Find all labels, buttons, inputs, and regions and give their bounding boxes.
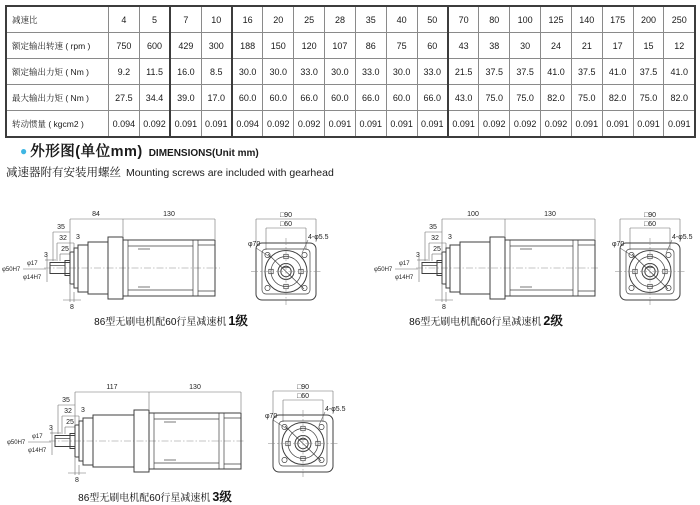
dim-8: 8 xyxy=(442,304,446,311)
dim-motor-length: 130 xyxy=(189,384,201,391)
table-cell: 107 xyxy=(325,33,356,59)
flange-outline xyxy=(615,238,685,305)
table-cell: 34.4 xyxy=(139,85,170,111)
table-cell: 0.091 xyxy=(571,111,602,138)
label-inner-square: □60 xyxy=(643,221,657,228)
table-cell: 30.0 xyxy=(232,59,263,85)
table-cell: 250 xyxy=(664,6,695,33)
table-cell: 35 xyxy=(355,6,386,33)
dim-35: 35 xyxy=(429,224,437,231)
table-cell: 39.0 xyxy=(170,85,201,111)
table-cell: 200 xyxy=(633,6,664,33)
dim-motor-length: 130 xyxy=(163,211,175,218)
table-row xyxy=(6,59,695,85)
table-cell: 28 xyxy=(325,6,356,33)
table-cell: 60.0 xyxy=(263,85,294,111)
table-cell: 0.091 xyxy=(448,111,479,138)
flange-outline xyxy=(268,410,338,477)
label-holes: 4-φ5.5 xyxy=(308,234,329,241)
front-view-drawing-2 xyxy=(610,208,700,308)
front-view-drawing-1 xyxy=(246,208,351,308)
table-cell: 600 xyxy=(139,33,170,59)
dim-gearhead-length: 84 xyxy=(92,211,100,218)
row-label: 额定输出转速 ( rpm ) xyxy=(6,33,109,59)
table-cell: 15 xyxy=(633,33,664,59)
label-outer-square: □90 xyxy=(643,212,657,219)
table-cell: 0.092 xyxy=(510,111,541,138)
table-cell: 41.0 xyxy=(664,59,695,85)
table-row xyxy=(6,6,695,33)
table-row xyxy=(6,85,695,111)
table-cell: 37.5 xyxy=(510,59,541,85)
table-cell: 70 xyxy=(448,6,479,33)
dim-32: 32 xyxy=(64,408,72,415)
table-cell: 0.092 xyxy=(541,111,572,138)
table-cell: 82.0 xyxy=(602,85,633,111)
dim-3a: 3 xyxy=(81,407,85,414)
table-cell: 75.0 xyxy=(510,85,541,111)
table-cell: 0.091 xyxy=(201,111,232,138)
table-cell: 24 xyxy=(541,33,572,59)
table-cell: 40 xyxy=(386,6,417,33)
table-cell: 0.092 xyxy=(263,111,294,138)
side-view-drawing-1 xyxy=(0,205,228,319)
caption-stage: 2级 xyxy=(543,314,563,328)
table-cell: 5 xyxy=(139,6,170,33)
dim-25: 25 xyxy=(61,246,69,253)
table-cell: 125 xyxy=(541,6,572,33)
caption-stage: 1级 xyxy=(228,314,248,328)
table-cell: 21 xyxy=(571,33,602,59)
label-holes: 4-φ5.5 xyxy=(672,234,693,241)
table-cell: 0.091 xyxy=(664,111,695,138)
table-cell: 75.0 xyxy=(479,85,510,111)
table-cell: 21.5 xyxy=(448,59,479,85)
table-cell: 140 xyxy=(571,6,602,33)
table-cell: 66.0 xyxy=(355,85,386,111)
table-cell: 175 xyxy=(602,6,633,33)
label-pilot-dia: φ50H7 xyxy=(7,440,26,446)
table-cell: 120 xyxy=(294,33,325,59)
row-label: 减速比 xyxy=(6,6,109,33)
table-cell: 0.091 xyxy=(417,111,448,138)
table-cell: 33.0 xyxy=(417,59,448,85)
label-shaft-dia: φ14H7 xyxy=(395,275,414,281)
dim-25: 25 xyxy=(433,246,441,253)
table-cell: 12 xyxy=(664,33,695,59)
label-shaft-dia: φ14H7 xyxy=(23,275,42,281)
table-cell: 0.091 xyxy=(386,111,417,138)
front-view-drawing-3 xyxy=(263,380,368,480)
table-cell: 66.0 xyxy=(294,85,325,111)
label-inner-square: □60 xyxy=(296,393,310,400)
table-cell: 30.0 xyxy=(386,59,417,85)
dim-3b: 3 xyxy=(44,252,48,259)
table-cell: 0.091 xyxy=(633,111,664,138)
table-cell: 0.092 xyxy=(294,111,325,138)
table-cell: 11.5 xyxy=(139,59,170,85)
table-cell: 80 xyxy=(479,6,510,33)
row-label: 额定输出力矩 ( Nm ) xyxy=(6,59,109,85)
dim-35: 35 xyxy=(57,224,65,231)
label-shaft-dia: φ14H7 xyxy=(28,448,47,454)
caption-text: 86型无刷电机配60行星减速机 xyxy=(78,493,211,504)
dimensions-section-heading xyxy=(6,140,334,180)
table-cell: 75.0 xyxy=(571,85,602,111)
motor-gearhead-outline xyxy=(44,237,220,299)
table-cell: 27.5 xyxy=(109,85,140,111)
table-cell: 0.092 xyxy=(479,111,510,138)
table-cell: 17 xyxy=(602,33,633,59)
table-cell: 50 xyxy=(417,6,448,33)
table-cell: 60.0 xyxy=(386,85,417,111)
label-inner-square: □60 xyxy=(279,221,293,228)
table-cell: 82.0 xyxy=(664,85,695,111)
caption-drawing-1 xyxy=(61,311,281,329)
label-pilot-circle: φ70 xyxy=(248,241,261,248)
table-cell: 33.0 xyxy=(355,59,386,85)
caption-text: 86型无刷电机配60行星减速机 xyxy=(94,317,227,328)
row-label: 最大输出力矩 ( Nm ) xyxy=(6,85,109,111)
table-cell: 60.0 xyxy=(232,85,263,111)
ratio-table-body xyxy=(6,6,695,137)
table-cell: 17.0 xyxy=(201,85,232,111)
motor-gearhead-outline xyxy=(49,410,245,472)
flange-outline xyxy=(251,238,321,305)
table-cell: 188 xyxy=(232,33,263,59)
dim-gearhead-length: 117 xyxy=(106,384,118,391)
table-cell: 0.091 xyxy=(355,111,386,138)
label-shaft-step: φ17 xyxy=(27,261,38,267)
dim-8: 8 xyxy=(75,477,79,484)
table-cell: 0.094 xyxy=(109,111,140,138)
table-cell: 37.5 xyxy=(571,59,602,85)
bullet-icon: ● xyxy=(20,144,28,158)
section-subtitle-cn: 减速器附有安装用螺丝 xyxy=(6,167,121,179)
table-cell: 43 xyxy=(448,33,479,59)
table-cell: 60.0 xyxy=(325,85,356,111)
table-cell: 0.091 xyxy=(602,111,633,138)
label-outer-square: □90 xyxy=(279,212,293,219)
table-cell: 38 xyxy=(479,33,510,59)
label-pilot-circle: φ70 xyxy=(612,241,625,248)
caption-text: 86型无刷电机配60行星减速机 xyxy=(409,317,542,328)
dim-32: 32 xyxy=(431,235,439,242)
dim-35: 35 xyxy=(62,397,70,404)
table-cell: 41.0 xyxy=(541,59,572,85)
caption-stage: 3级 xyxy=(212,490,232,504)
table-cell: 9.2 xyxy=(109,59,140,85)
label-shaft-step: φ17 xyxy=(32,434,43,440)
label-shaft-step: φ17 xyxy=(399,261,410,267)
table-cell: 30.0 xyxy=(325,59,356,85)
table-cell: 66.0 xyxy=(417,85,448,111)
table-cell: 16 xyxy=(232,6,263,33)
table-cell: 8.5 xyxy=(201,59,232,85)
table-cell: 25 xyxy=(294,6,325,33)
dim-32: 32 xyxy=(59,235,67,242)
dim-3a: 3 xyxy=(448,234,452,241)
table-cell: 150 xyxy=(263,33,294,59)
table-cell: 16.0 xyxy=(170,59,201,85)
table-row xyxy=(6,111,695,138)
table-cell: 30.0 xyxy=(263,59,294,85)
table-cell: 86 xyxy=(355,33,386,59)
table-cell: 0.094 xyxy=(232,111,263,138)
table-cell: 300 xyxy=(201,33,232,59)
table-cell: 4 xyxy=(109,6,140,33)
table-cell: 82.0 xyxy=(541,85,572,111)
dim-8: 8 xyxy=(70,304,74,311)
label-pilot-dia: φ50H7 xyxy=(2,267,21,273)
label-outer-square: □90 xyxy=(296,384,310,391)
caption-drawing-3 xyxy=(45,487,265,505)
section-title-en: DIMENSIONS(Unit mm) xyxy=(148,148,259,159)
side-view-drawing-2 xyxy=(372,205,602,319)
dim-motor-length: 130 xyxy=(544,211,556,218)
table-cell: 429 xyxy=(170,33,201,59)
ratio-table xyxy=(5,5,696,138)
table-cell: 10 xyxy=(201,6,232,33)
section-subtitle-en: Mounting screws are included with gearhead xyxy=(126,167,334,179)
row-label: 转动惯量 ( kgcm2 ) xyxy=(6,111,109,138)
table-cell: 43.0 xyxy=(448,85,479,111)
motor-gearhead-outline xyxy=(416,237,600,299)
section-title-cn: 外形图(单位mm) xyxy=(30,144,143,160)
table-cell: 0.091 xyxy=(170,111,201,138)
table-cell: 75 xyxy=(386,33,417,59)
dim-25: 25 xyxy=(66,419,74,426)
label-pilot-dia: φ50H7 xyxy=(374,267,393,273)
dim-3a: 3 xyxy=(76,234,80,241)
table-cell: 30 xyxy=(510,33,541,59)
table-cell: 20 xyxy=(263,6,294,33)
dim-3b: 3 xyxy=(49,425,53,432)
table-cell: 60 xyxy=(417,33,448,59)
table-row xyxy=(6,33,695,59)
table-cell: 33.0 xyxy=(294,59,325,85)
table-cell: 37.5 xyxy=(633,59,664,85)
dim-gearhead-length: 100 xyxy=(467,211,479,218)
table-cell: 7 xyxy=(170,6,201,33)
table-cell: 0.091 xyxy=(325,111,356,138)
table-cell: 0.092 xyxy=(139,111,170,138)
side-view-drawing-3 xyxy=(5,378,247,492)
table-cell: 750 xyxy=(109,33,140,59)
label-pilot-circle: φ70 xyxy=(265,413,278,420)
table-cell: 75.0 xyxy=(633,85,664,111)
caption-drawing-2 xyxy=(376,311,596,329)
dim-3b: 3 xyxy=(416,252,420,259)
label-holes: 4-φ5.5 xyxy=(325,406,346,413)
table-cell: 37.5 xyxy=(479,59,510,85)
table-cell: 100 xyxy=(510,6,541,33)
table-cell: 41.0 xyxy=(602,59,633,85)
